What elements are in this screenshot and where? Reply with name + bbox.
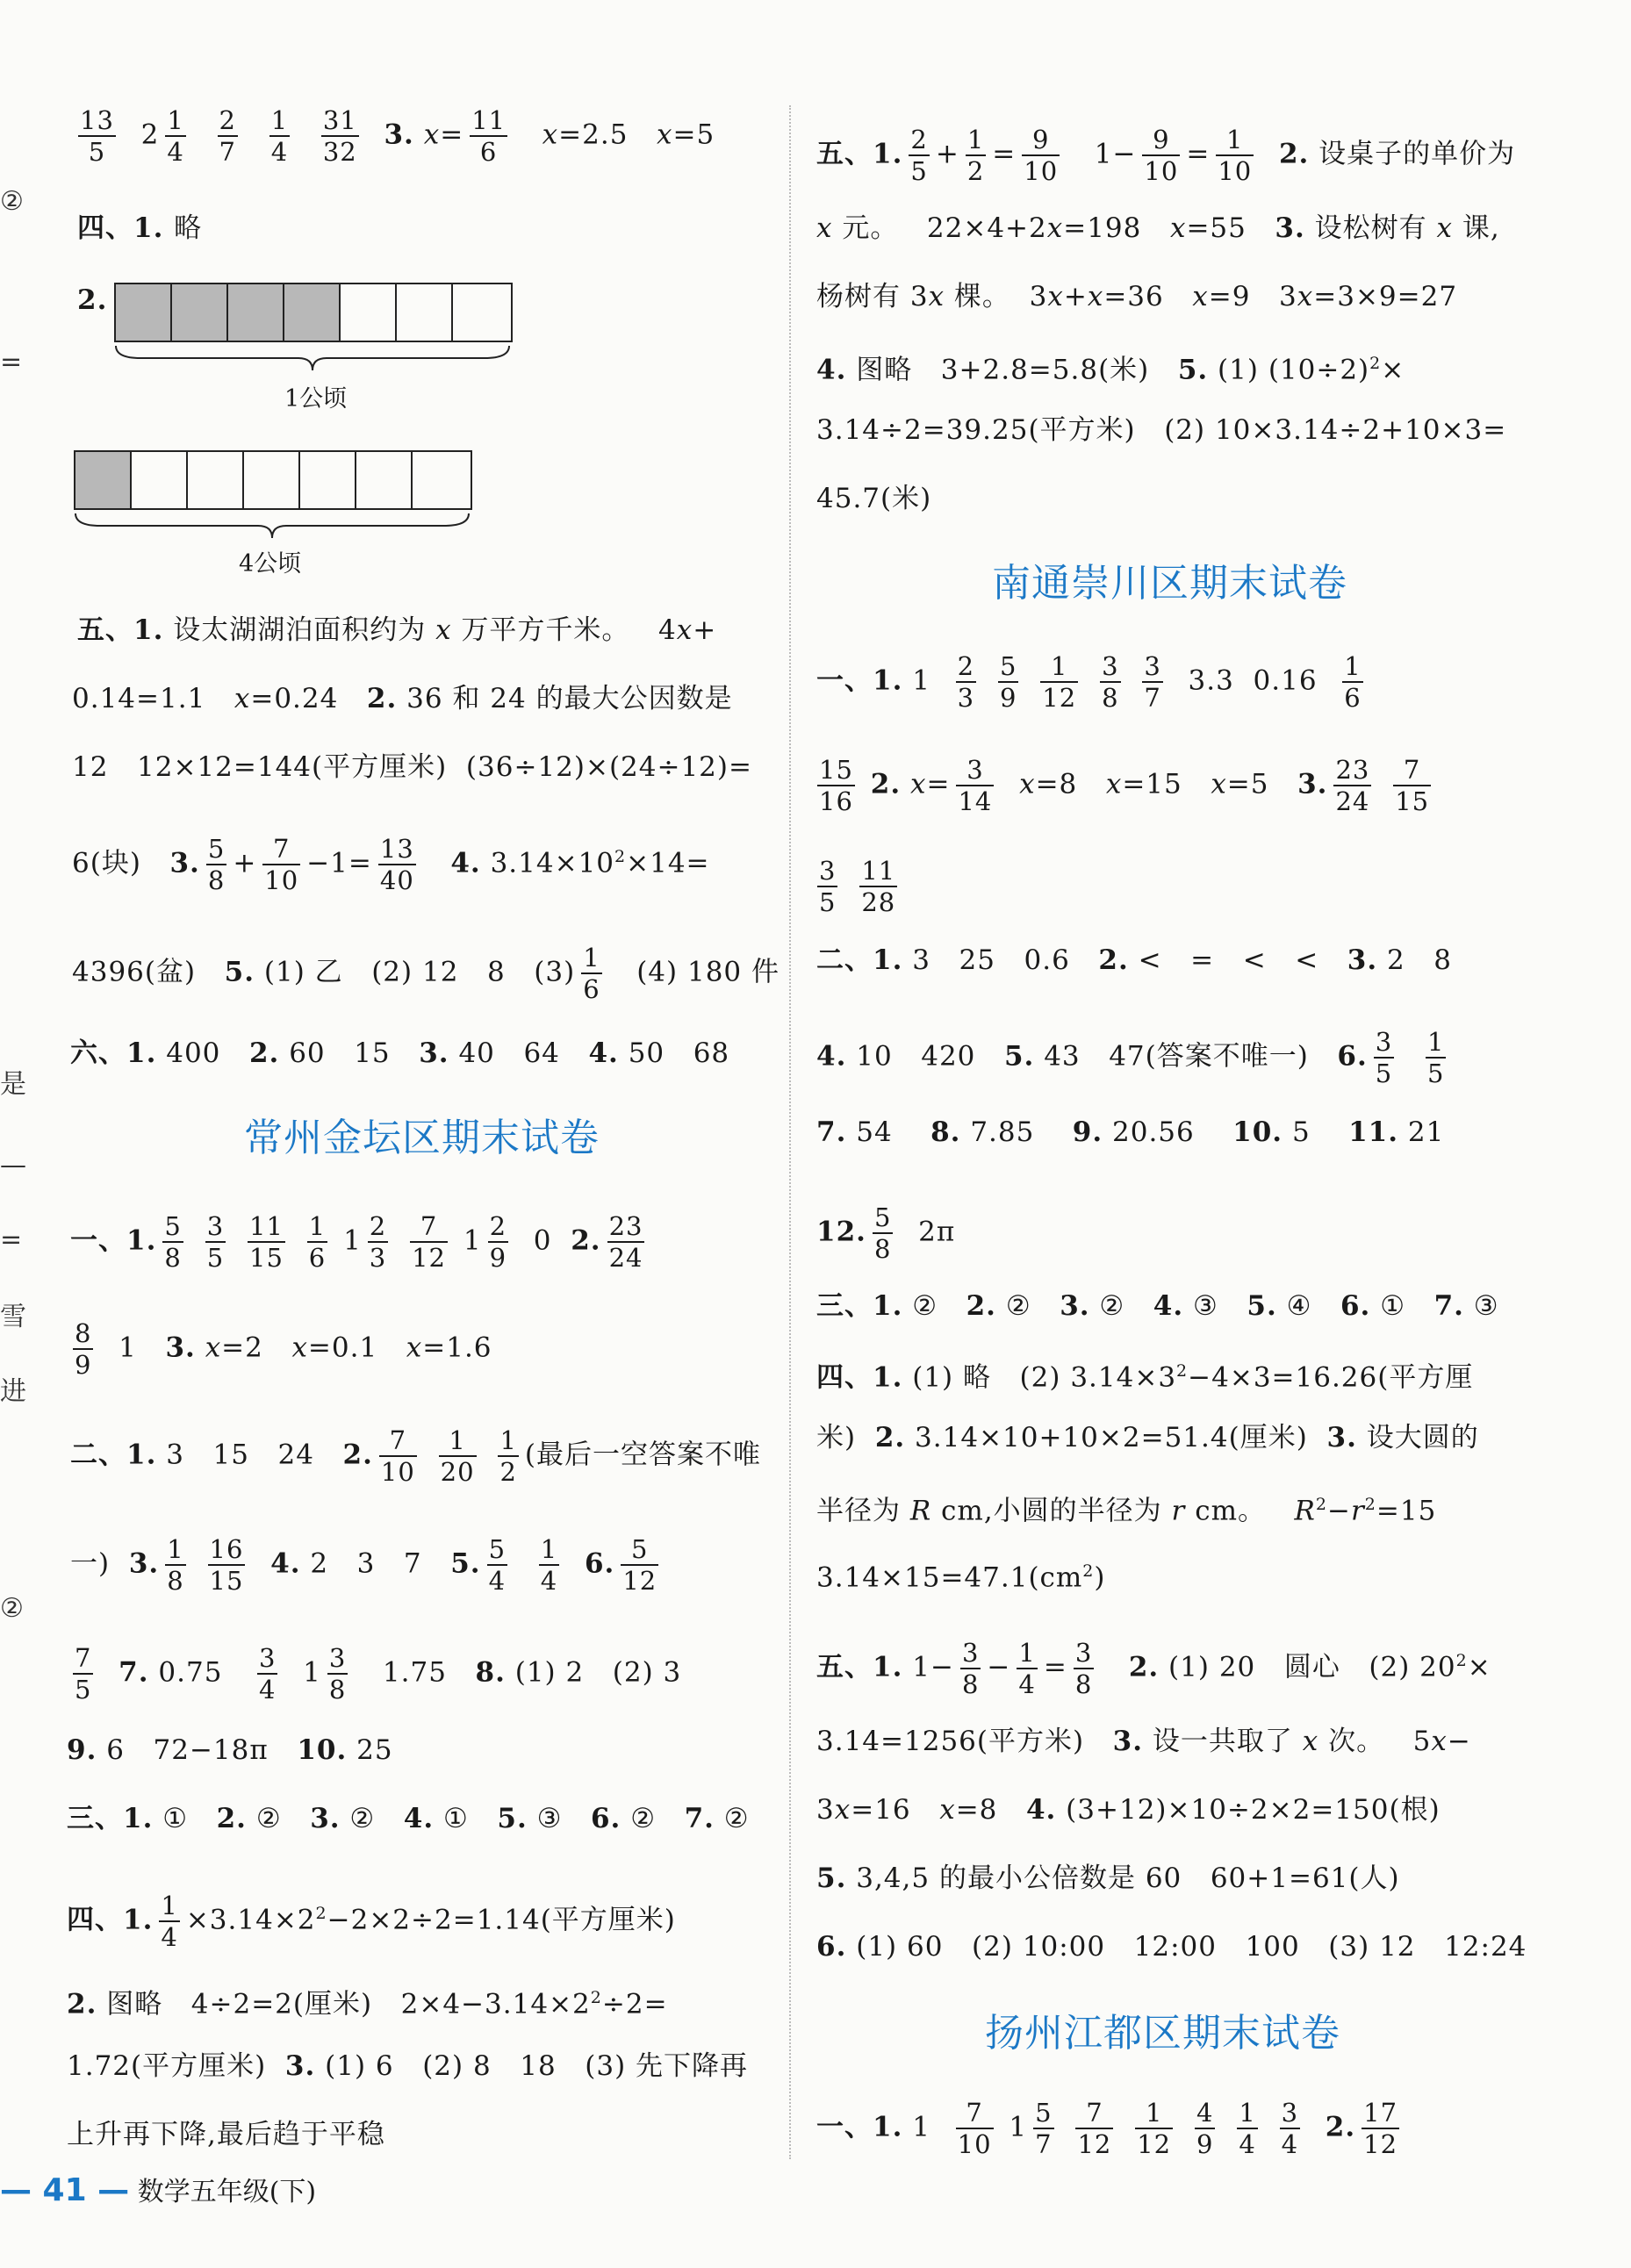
answer-line: 3.14÷2=39.25(平方米) (2) 10×3.14÷2+10×3= [816,414,1507,446]
grid-1-hectare [114,283,513,342]
answer-line: 四、1. 略 [77,212,203,244]
brace [74,512,471,542]
answer-line: 半径为 R cm,小圆的半径为 r cm。 $R^2-r^2=15$ [816,1495,1437,1527]
answer-line: 3x=16 x=8 4. (3+12)×10÷2×2=150(根) [816,1794,1441,1826]
answer-line: $\frac{15}{16}$ 2. x= $\frac{3}{14}$ x=8 x=15 x=5 3. $\frac{23}{24}$ $\frac{7}{15}$ [819,755,1430,816]
brace [114,344,511,374]
caption: 1公顷 [284,385,348,413]
answer-line: $\frac{8}{9}$ 1 3. x=2 x=0.1 x=1.6 [75,1318,492,1380]
answer-line: 4. 图略 3+2.8=5.8(米) 5. (1) $(10\div 2)^2\times$ [816,354,1405,386]
subject-label: 数学五年级(下) [137,2177,317,2207]
answer-line: 0.14=1.1 x=0.24 2. 36 和 24 的最大公因数是 [72,683,733,714]
answer-line: 一、1. $\frac{5}{8}$ $\frac{3}{5}$ $\frac{11}{15}$ $\frac{1}{6}$ 1 $\frac{2}{3}$ $\frac{7}{12}$ 1 $\frac{2}{9}$ 0 2. $\frac{23}{24}$ [70,1211,643,1273]
answer-line: 上升再下降,最后趋于平稳 [67,2119,385,2150]
answer-line: $\frac{13}{5}$ 2 $\frac{1}{4}$ $\frac{2}{7}$ $\frac{1}{4}$ $\frac{31}{32}$ 3. x= $\frac{11}{6}$ x=2.5 x=5 [80,105,715,167]
answer-line: 9. 6 72−18π 10. 25 [67,1734,393,1766]
answer-line: $\frac{3}{5}$ $\frac{11}{28}$ [819,856,896,917]
answer-line: 6(块) 3. $\frac{5}{8}$ + $\frac{7}{10}$ −1= $\frac{13}{40}$ 4. $3.14\times 10^2\times 14=$ [72,834,710,895]
answer-line: $\frac{7}{5}$ 7. 0.75 $\frac{3}{4}$ 1 $\frac{3}{8}$ 1.75 8. (1) 2 (2) 3 [75,1643,682,1705]
answer-line: 12. $\frac{5}{8}$ 2π [816,1202,956,1264]
answer-line: 一、1. 1 $\frac{7}{10}$ 1 $\frac{5}{7}$ $\frac{7}{12}$ $\frac{1}{12}$ $\frac{4}{9}$ $\frac{1}{4}$ $\frac{3}{4}$ 2. $\frac{17}{12}$ [816,2098,1398,2159]
answer-line: 一、1. 1 $\frac{2}{3}$ $\frac{5}{9}$ $\frac{1}{12}$ $\frac{3}{8}$ $\frac{3}{7}$ 3.3 0.16 $\frac{1}{6}$ [816,651,1362,713]
margin-char: ② [0,186,24,217]
answer-line: 一) 3. $\frac{1}{8}$ $\frac{16}{15}$ 4. 2 3 7 5. $\frac{5}{4}$ $\frac{1}{4}$ 6. $\frac{5}{12}$ [70,1534,657,1596]
margin-char: = [0,1224,23,1255]
answer-line: 四、1. (1) 略 (2) $3.14\times 3^2-4\times 3=16.26$(平方厘 [816,1361,1474,1394]
margin-char: = [0,347,23,377]
page-footer [0,2170,316,2208]
margin-char: 雪 [0,1302,26,1332]
answer-line: 7. 54 8. 7.85 9. 20.56 10. 5 11. 21 [816,1116,1445,1148]
answer-line: 1.72(平方厘米) 3. (1) 6 (2) 8 18 (3) 先下降再 [67,2050,749,2082]
margin-char: 进 [0,1376,26,1407]
answer-line: 3.14=1256(平方米) 3. 设一共取了 x 次。 5x− [816,1726,1471,1757]
answer-line: 2. [77,284,108,316]
answer-line: 杨树有 3x 棵。 3x+x=36 x=9 3x=3×9=27 [816,281,1458,312]
answer-line: 2. 图略 4÷2=2(厘米) $2\times 4-3.14\times 2^2\div 2=$ [67,1988,668,2020]
grid-4-hectares [74,450,472,510]
answer-line: 五、1. 设太湖湖泊面积约为 x 万平方千米。 4x+ [77,614,717,646]
column-divider [789,105,791,2159]
margin-char: — [0,1150,26,1181]
answer-line: 三、1. ① 2. ② 3. ② 4. ① 5. ③ 6. ② 7. ② [67,1803,750,1834]
section-title: 常州金坛区期末试卷 [244,1116,600,1160]
answer-line: 4396(盆) 5. (1) 乙 (2) 12 8 (3) $\frac{1}{6}$ (4) 180 件 [72,943,780,1004]
answer-line: 5. 3,4,5 的最小公倍数是 60 60+1=61(人) [816,1862,1400,1894]
answer-line: 五、1. 1− $\frac{3}{8}$ − $\frac{1}{4}$ = $\frac{3}{8}$ 2. (1) 20 圆心 (2) $20^2\times$ [816,1638,1491,1699]
section-title: 扬州江都区期末试卷 [985,2011,1340,2056]
answer-line: 二、1. 3 15 24 2. $\frac{7}{10}$ $\frac{1}{20}$ $\frac{1}{2}$ (最后一空答案不唯 [70,1425,761,1487]
section-title: 南通崇川区期末试卷 [992,561,1347,606]
answer-line: 三、1. ② 2. ② 3. ② 4. ③ 5. ④ 6. ① 7. ③ [816,1290,1499,1322]
answer-line: $3.14\times 15=47.1(cm^2)$ [816,1561,1106,1594]
answer-line: 六、1. 400 2. 60 15 3. 40 64 4. 50 68 [70,1037,730,1069]
answer-line: 45.7(米) [816,483,932,514]
answer-line: 四、1. $\frac{1}{4}$ $\times 3.14\times 2^2-2\times 2\div 2=1.14$(平方厘米) [67,1891,676,1952]
answer-line: 6. (1) 60 (2) 10:00 12:00 100 (3) 12 12:24 [816,1931,1527,1963]
answer-line: 4. 10 420 5. 43 47(答案不唯一) 6. $\frac{3}{5}$ $\frac{1}{5}$ [816,1027,1445,1088]
margin-char: 是 [0,1069,26,1100]
answer-line: 五、1. $\frac{2}{5}$ + $\frac{1}{2}$ = $\frac{9}{10}$ 1− $\frac{9}{10}$ = $\frac{1}{10}$ 2. 设桌子的单价为 [816,125,1516,186]
answer-line: 12 12×12=144(平方厘米) (36÷12)×(24÷12)= [72,751,752,783]
answer-line: x 元。 22×4+2x=198 x=55 3. 设松树有 x 课, [816,212,1500,244]
page-number: — 41 — [0,2172,130,2208]
answer-line: 二、1. 3 25 0.6 2. < = < < 3. 2 8 [816,944,1453,976]
margin-char: ② [0,1593,24,1624]
answer-line: 米) 2. 3.14×10+10×2=51.4(厘米) 3. 设大圆的 [816,1422,1479,1453]
caption: 4公顷 [239,550,302,578]
